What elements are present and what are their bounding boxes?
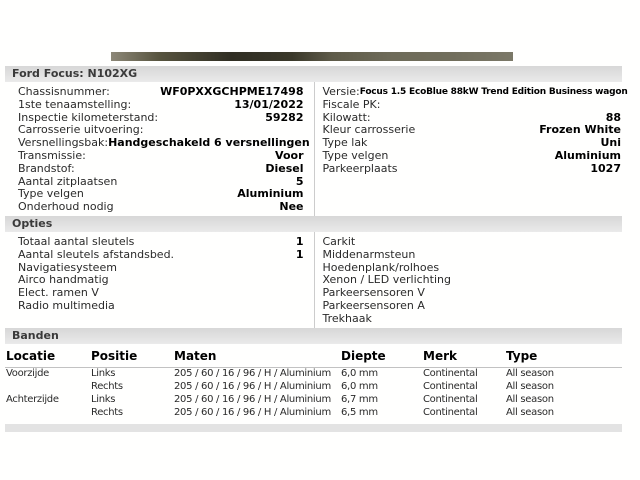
info-label: Parkeerplaats — [322, 161, 398, 175]
tires-cell: All season — [506, 406, 554, 418]
tires-cell: Continental — [423, 406, 478, 418]
tires-cell: Voorzijde — [6, 367, 50, 379]
tires-row — [5, 381, 622, 394]
info-row — [323, 163, 622, 176]
info-value: WF0PXXGCHPME17498 — [160, 85, 304, 98]
optie-label: Navigatiesysteem — [18, 260, 117, 274]
info-label: Chassisnummer: — [18, 85, 110, 98]
tires-col-header: Maten — [173, 346, 340, 368]
opties-left-column — [5, 232, 314, 328]
info-label: Type velgen — [18, 187, 84, 201]
tires-cell — [5, 381, 90, 394]
optie-value: 1 — [295, 234, 304, 248]
optie-label: Hoedenplank/rolhoes — [322, 260, 440, 274]
info-row — [323, 150, 622, 163]
section-header-opties: Opties — [5, 216, 622, 232]
tires-row — [5, 367, 622, 380]
info-row — [18, 163, 304, 176]
optie-label: Airco handmatig — [18, 273, 109, 287]
optie-label: Totaal aantal sleutels — [18, 234, 135, 248]
optie-row — [323, 300, 622, 313]
info-value: 59282 — [265, 110, 304, 124]
tires-col-header: Type — [505, 346, 622, 368]
vehicle-title: Ford Focus: N102XG — [12, 67, 138, 80]
tires-cell: Links — [91, 367, 116, 379]
optie-label: Trekhaak — [322, 311, 372, 325]
optie-label: Elect. ramen V — [18, 286, 99, 300]
tires-cell: 6,0 mm — [341, 367, 378, 379]
info-label: Brandstof: — [18, 161, 75, 175]
opties-right-column — [314, 232, 623, 328]
tires-cell: Rechts — [91, 406, 123, 418]
tires-col-header: Diepte — [340, 346, 422, 368]
optie-row — [18, 300, 304, 313]
optie-row — [18, 236, 304, 249]
info-label: Type lak — [322, 136, 368, 150]
info-row — [18, 201, 304, 214]
info-value: 5 — [295, 174, 304, 188]
tires-col-header: Positie — [90, 346, 173, 368]
info-value: Aluminium — [237, 187, 304, 201]
tires-row — [5, 394, 622, 407]
tires-cell: Rechts — [91, 380, 123, 392]
info-label: Carrosserie uitvoering: — [18, 123, 144, 137]
info-label: Versie: — [322, 85, 360, 98]
info-row — [18, 86, 304, 99]
info-label: 1ste tenaamstelling: — [18, 97, 132, 111]
info-value: 1027 — [590, 161, 621, 175]
optie-label: Aantal sleutels afstandsbed. — [18, 247, 175, 261]
optie-row — [18, 249, 304, 262]
vehicle-info-left-column — [5, 82, 314, 216]
info-value: Voor — [275, 148, 304, 162]
optie-row — [323, 313, 622, 326]
tires-cell: 6,5 mm — [341, 406, 378, 418]
info-value: Diesel — [265, 161, 304, 175]
optie-row — [323, 249, 622, 262]
optie-label: Parkeersensoren V — [322, 286, 425, 300]
optie-label: Radio multimedia — [18, 298, 115, 312]
opties-section — [5, 232, 622, 328]
optie-label: Xenon / LED verlichting — [322, 273, 451, 287]
info-row — [323, 99, 622, 112]
tires-table — [5, 346, 622, 420]
optie-row — [323, 236, 622, 249]
section-footer-bar — [5, 424, 622, 432]
info-value: 88 — [605, 110, 621, 124]
info-row — [323, 124, 622, 137]
tires-cell: Continental — [423, 367, 478, 379]
tires-col-header: Locatie — [5, 346, 90, 368]
tires-cell: 205 / 60 / 16 / 96 / H / Aluminium — [174, 380, 331, 392]
vehicle-photo-bottom-edge — [111, 52, 513, 61]
tires-cell: 205 / 60 / 16 / 96 / H / Aluminium — [174, 406, 331, 418]
tires-cell: All season — [506, 380, 554, 392]
info-label: Transmissie: — [18, 148, 86, 162]
info-label: Onderhoud nodig — [18, 200, 114, 214]
info-value: Uni — [600, 136, 621, 150]
tires-cell: 6,0 mm — [341, 380, 378, 392]
tires-cell: Continental — [423, 393, 478, 405]
info-label: Kilowatt: — [322, 110, 371, 124]
tires-row — [5, 407, 622, 420]
optie-label: Parkeersensoren A — [322, 298, 425, 312]
tires-cell: Continental — [423, 380, 478, 392]
tires-cell: 205 / 60 / 16 / 96 / H / Aluminium — [174, 393, 331, 405]
info-value: Nee — [279, 200, 304, 214]
vehicle-info-right-column — [314, 82, 628, 216]
info-value: 13/01/2022 — [234, 97, 304, 111]
vehicle-title-bar — [5, 66, 622, 82]
tires-col-header: Merk — [422, 346, 505, 368]
info-value: Aluminium — [554, 148, 621, 162]
info-row — [322, 85, 628, 99]
tires-cell: All season — [506, 393, 554, 405]
vehicle-info-section — [5, 82, 628, 216]
info-value: Focus 1.5 EcoBlue 88kW Trend Edition Business wagon — [359, 87, 628, 97]
tires-cell: 205 / 60 / 16 / 96 / H / Aluminium — [174, 367, 331, 379]
info-label: Fiscale PK: — [322, 97, 381, 111]
report-content — [5, 66, 628, 432]
info-label: Aantal zitplaatsen — [18, 174, 118, 188]
info-label: Kleur carrosserie — [322, 123, 416, 137]
section-header-banden: Banden — [5, 328, 622, 344]
optie-value: 1 — [295, 247, 304, 261]
info-value: Handgeschakeld 6 versnellingen — [108, 136, 310, 150]
info-label: Inspectie kilometerstand: — [18, 110, 159, 124]
tires-cell: Links — [91, 393, 116, 405]
optie-label: Carkit — [322, 234, 356, 248]
info-value: Frozen White — [539, 123, 621, 137]
info-row — [18, 150, 304, 163]
info-label: Type velgen — [322, 148, 389, 162]
tires-cell — [5, 407, 90, 420]
tires-header-row — [5, 346, 622, 368]
tires-cell: Achterzijde — [6, 393, 59, 405]
info-row — [18, 99, 304, 112]
tires-cell: All season — [506, 367, 554, 379]
optie-label: Middenarmsteun — [322, 247, 416, 261]
info-label: Versnellingsbak: — [18, 136, 109, 150]
tires-cell: 6,7 mm — [341, 393, 378, 405]
